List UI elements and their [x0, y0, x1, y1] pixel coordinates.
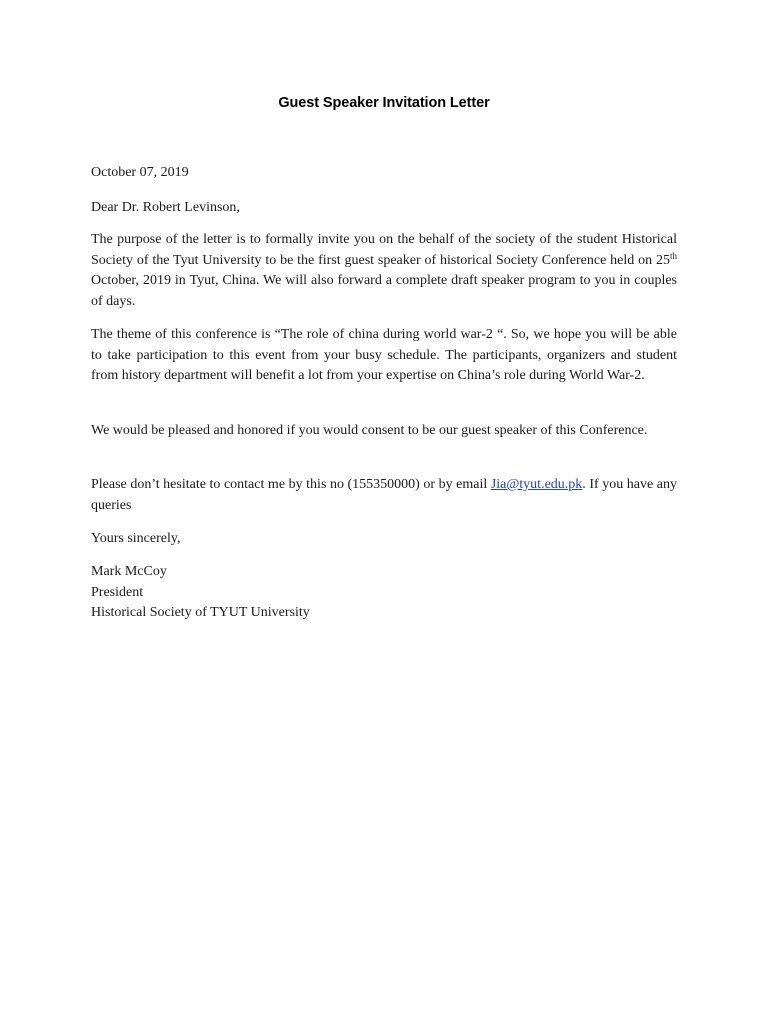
email-link[interactable]: Jia@tyut.edu.pk	[490, 477, 583, 492]
signature-organization: Historical Society of TYUT University	[91, 605, 310, 620]
paragraph-contact-text-end: . If you have any queries	[91, 477, 677, 513]
ordinal-suffix: th	[669, 250, 677, 261]
paragraph-contact	[91, 475, 677, 516]
paragraph-theme: The theme of this conference is “The role of china during world war-2 “. So, we hope you will be able to take participation to this event from your busy schedule. The participants, organizers and student from history department will benefit a lot from your expertise on China’s role during World War-2.	[91, 327, 677, 383]
paragraph-purpose-text-start: The purpose of the letter is to formally invite you on the behalf of the society of the student Historical Society of the Tyut University to be the first guest speaker of historical Society Conference held on 25	[91, 232, 677, 268]
signature-name: Mark McCoy	[91, 564, 167, 579]
signature-block	[91, 562, 677, 624]
letter-closing: Yours sincerely,	[91, 531, 181, 546]
paragraph-contact-text-start: Please don’t hesitate to contact me by this no (155350000) or by email	[91, 477, 491, 492]
signature-position: President	[91, 584, 144, 600]
paragraph-request: We would be pleased and honored if you would consent to be our guest speaker of this Conference.	[91, 423, 648, 438]
letter-salutation: Dear Dr. Robert Levinson,	[91, 200, 240, 215]
letter-title: Guest Speaker Invitation Letter	[278, 95, 490, 111]
letter-date: October 07, 2019	[91, 165, 189, 180]
paragraph-purpose-text-end: October, 2019 in Tyut, China. We will also forward a complete draft speaker program to you in couples of days.	[91, 273, 677, 309]
paragraph-purpose	[91, 230, 677, 312]
